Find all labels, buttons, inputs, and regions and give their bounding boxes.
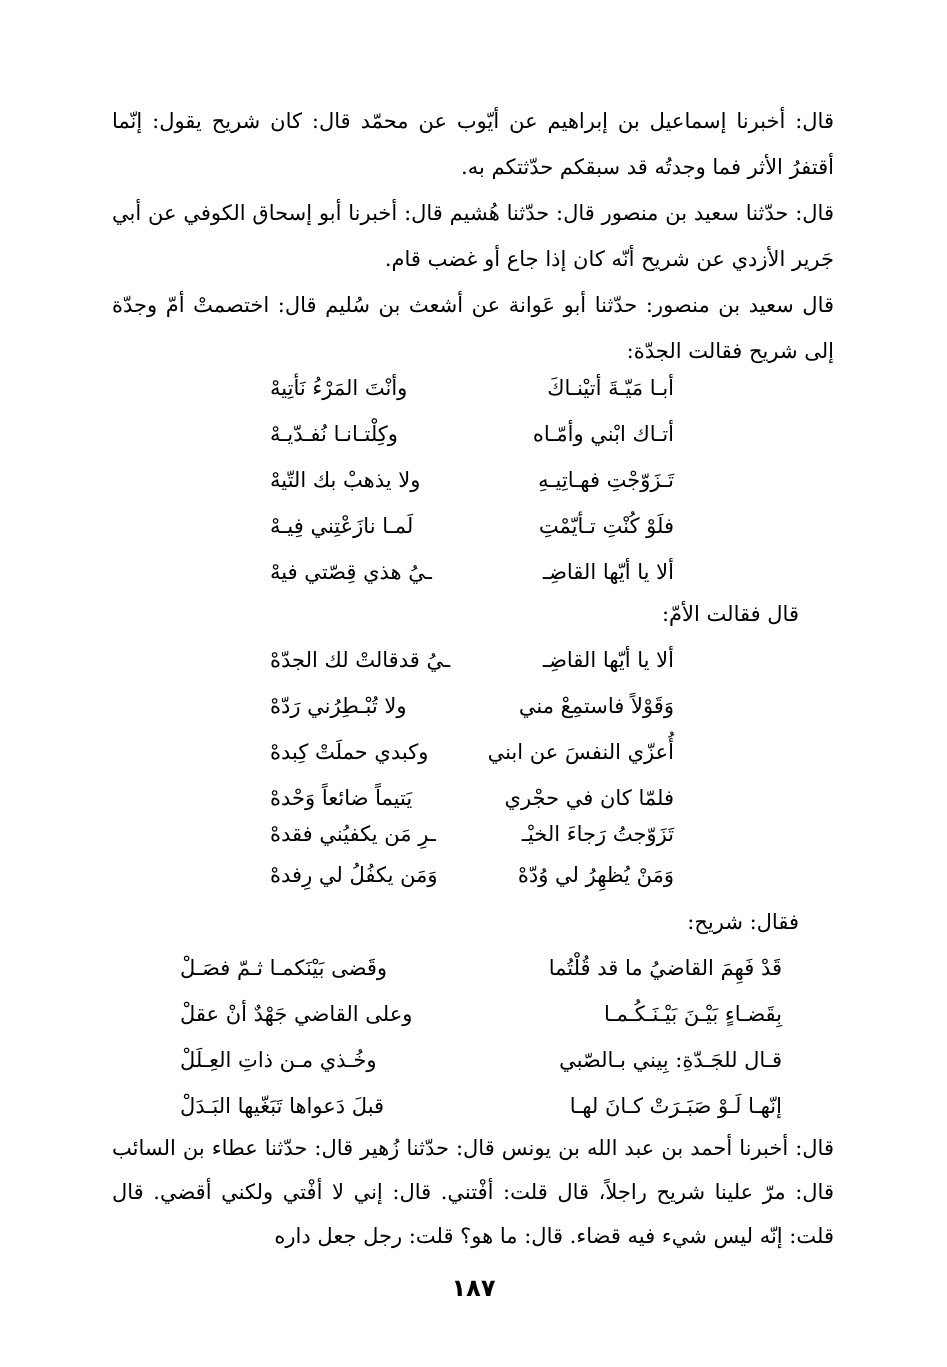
hemistich-first: تَـزَوّجْتِ فهـاتِيـهِ [538, 468, 674, 492]
poem-line [180, 994, 782, 1034]
hemistich-second: ولا يذهبْ بك التّيهْ [270, 468, 421, 492]
label-mother: قال فقالت الأمّ: [661, 602, 799, 626]
hemistich-first: أُعزّي النفسَ عن ابني [487, 740, 674, 764]
paragraph-3: قال سعيد بن منصور: حدّثنا أبو عَوانة عن أشعث بن سُليم قال: اختصمتْ أمّ وجدّة إلى شريح فقالت الجدّة: [112, 293, 834, 363]
poem-line [270, 814, 674, 854]
hemistich-first: ألا يا أيّها القاضِـ [542, 560, 674, 584]
poem-line [270, 460, 674, 500]
hemistich-first: تَزَوّجتُ رَجاءَ الخيْـ [521, 822, 674, 846]
hemistich-first: وَقَوْلاً فاستمِعْ مني [518, 694, 674, 718]
poem-line [270, 552, 674, 592]
hemistich-second: وَمَن يكفُلُ لي رِفدهْ [270, 863, 438, 887]
hemistich-second: وأنْتَ المَرْءُ نَأتِيهْ [270, 376, 408, 400]
poem-line [270, 732, 674, 772]
poem-line [270, 414, 674, 454]
hemistich-second: ـيُ هذي قِصّتي فيهْ [270, 560, 432, 584]
hemistich-second: يَتيماً ضائعاً وَحْدهْ [270, 786, 413, 810]
hemistich-first: قَدْ فَهِمَ القاضيُ ما قد قُلْتُما [548, 956, 782, 980]
hemistich-second: وكِلْتـانـا نُفـدّيـهْ [270, 422, 398, 446]
hemistich-second: وكبدي حملَتْ كِبدهْ [270, 740, 429, 764]
hemistich-second: ـيُ قدقالتْ لك الجدّهْ [270, 648, 451, 672]
hemistich-second: ـرِ مَن يكفيُني فقدهْ [270, 822, 436, 846]
page-number: ١٨٧ [451, 1274, 496, 1302]
poem-line [180, 948, 782, 988]
hemistich-second: ولا تُبْـطِرُني رَدّهْ [270, 694, 407, 718]
poem-line [270, 686, 674, 726]
poem-line [180, 1086, 782, 1126]
poem-line [180, 1040, 782, 1080]
hemistich-first: قـال للجَـدّةِ: بِيني بـالصّبي [559, 1048, 782, 1072]
paragraph-last: قال: أخبرنا أحمد بن عبد الله بن يونس قال: حدّثنا زُهير قال: حدّثنا عطاء بن السائب قال: مرّ علينا شريح راجلاً، قال قلت: أفْتني. قال: إني لا أفْتي ولكني أقضي. قال قلت: إنّه ليس شيء فيه قضاء. قال: ما هو؟ قلت: رجل جعل داره [112, 1136, 834, 1248]
poem-line [270, 855, 674, 895]
hemistich-first: أتـاك ابْني وأمّـاه [532, 422, 674, 446]
hemistich-first: أبـا مَيّـةَ أتيْنـاكَ [547, 376, 674, 400]
label-shurayh: فقال: شريح: [687, 910, 799, 934]
paragraph-1: قال: أخبرنا إسماعيل بن إبراهيم عن أيّوب عن محمّد قال: كان شريح يقول: إنّما أقتفرُ الأثر فما وجدتُه قد سبقكم حدّثتكم به. [112, 109, 834, 179]
poem-line [270, 778, 674, 818]
poem-line [270, 368, 674, 408]
hemistich-second: وخُـذي مـن ذاتِ العِـلَلْ [180, 1048, 377, 1072]
hemistich-first: بِقَضـاءٍ بَيْـنَ بَيْـنَـكُـمـا [603, 1002, 782, 1026]
hemistich-second: وعلى القاضي جَهْدٌ أنْ عقلْ [180, 1002, 413, 1026]
hemistich-first: فلَوْ كُنْتِ تـأيّمْتِ [538, 514, 674, 538]
poem-line [270, 506, 674, 546]
poem-line [270, 640, 674, 680]
paragraph-2: قال: حدّثنا سعيد بن منصور قال: حدّثنا هُشيم قال: أخبرنا أبو إسحاق الكوفي عن أبي جَرير الأزدي عن شريح أنّه كان إذا جاع أو غضب قام. [112, 201, 834, 271]
hemistich-first: وَمَنْ يُظهِرُ لي وُدّهْ [517, 863, 674, 887]
hemistich-second: لَمـا نازَعْتِني فِيـهْ [270, 514, 414, 538]
hemistich-second: وقَضى بَيْنَكمـا ثـمّ فصَـلْ [180, 956, 388, 980]
hemistich-second: قبلَ دَعواها تَبَغّيها البَـدَلْ [180, 1094, 385, 1118]
hemistich-first: فلمّا كان في حجْري [504, 786, 674, 810]
hemistich-first: ألا يا أيّها القاضِـ [542, 648, 674, 672]
hemistich-first: إنّهـا لَـوْ صَبَـرَتْ كـانَ لهـا [569, 1094, 782, 1118]
